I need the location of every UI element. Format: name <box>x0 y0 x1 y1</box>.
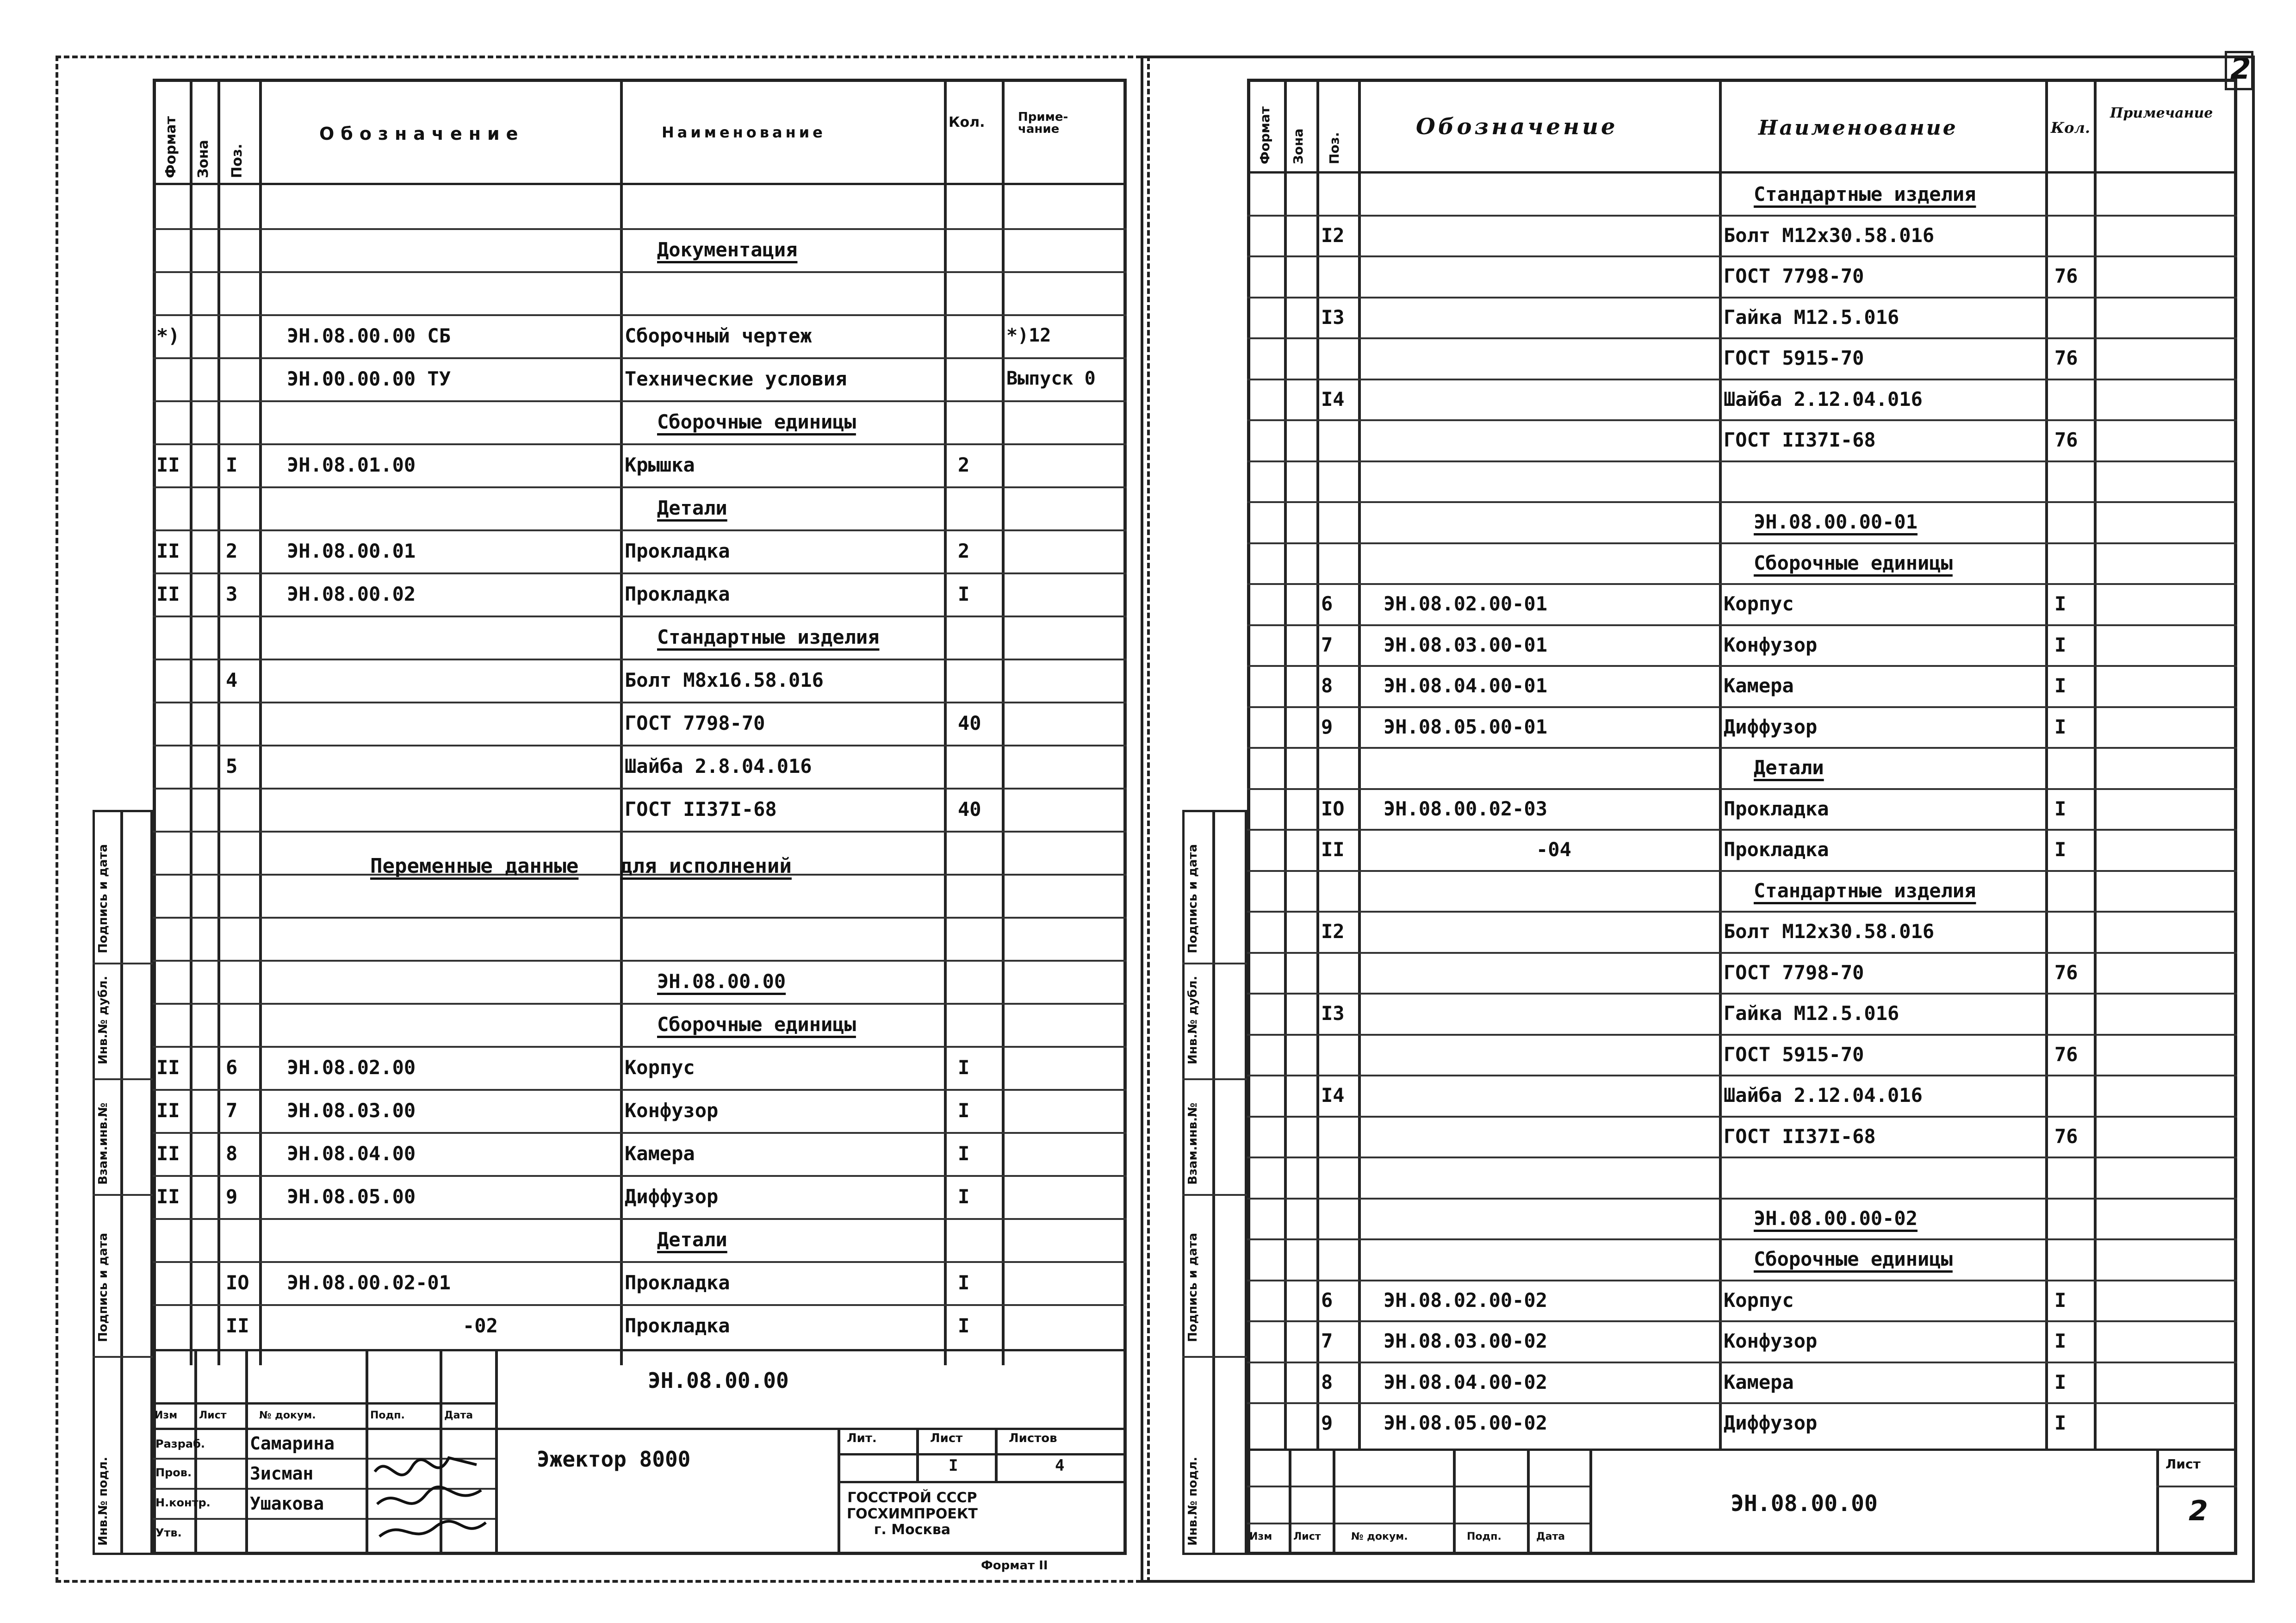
left-cell-pos: 8 <box>226 1142 238 1165</box>
right-tb-sheet-sep <box>2156 1486 2237 1487</box>
left-section-heading: Сборочные единицы <box>657 1013 856 1036</box>
left-margin-sep4 <box>93 1356 153 1358</box>
left-cell-pos: I <box>226 454 238 476</box>
right-cell-name: ГОСТ 7798-70 <box>1724 265 1864 287</box>
left-col-sign: Подп. <box>370 1410 405 1421</box>
right-tb-col6 <box>2156 1449 2159 1555</box>
left-row-separator <box>153 443 1127 445</box>
left-cell-name: Камера <box>625 1142 695 1165</box>
right-cell-qty: I <box>2054 797 2066 820</box>
left-row-separator <box>153 1003 1127 1005</box>
left-cell-qty: 40 <box>958 712 981 734</box>
right-col-line-pos <box>1358 79 1361 1449</box>
right-cell-designation: ЭН.08.02.00-01 <box>1384 592 1548 615</box>
left-role-dev: Разраб. <box>155 1437 205 1450</box>
right-col-sheet: Лист <box>1293 1531 1321 1542</box>
right-cell-qty: I <box>2054 1289 2066 1312</box>
left-sheets-value: 4 <box>1055 1456 1065 1475</box>
right-cell-name: Корпус <box>1724 592 1794 615</box>
left-lit-col1 <box>916 1428 919 1481</box>
left-cell-qty: 2 <box>958 454 970 476</box>
left-titleblock-mid <box>495 1428 1127 1430</box>
right-cell-name: Корпус <box>1724 1289 1794 1312</box>
right-cell-pos: I3 <box>1321 1002 1345 1025</box>
left-cell-designation: ЭН.08.00.00 СБ <box>287 324 451 347</box>
left-sig-col2 <box>245 1349 248 1555</box>
right-row-separator <box>1247 542 2237 544</box>
left-cell-pos: 2 <box>226 540 238 562</box>
right-row-separator <box>1247 624 2237 626</box>
right-header-zone: Зона <box>1291 128 1306 164</box>
left-cell-qty: I <box>958 1099 970 1122</box>
left-row-separator <box>153 917 1127 919</box>
left-cell-qty: I <box>958 1056 970 1079</box>
left-margin-sep2 <box>93 1078 153 1080</box>
right-tb-col3 <box>1453 1449 1456 1555</box>
left-lit-row <box>838 1453 1127 1455</box>
left-header-format: Формат <box>163 116 179 178</box>
left-margin-sep1 <box>93 963 153 964</box>
right-cell-pos: I4 <box>1321 1084 1345 1107</box>
left-doc-code: ЭН.08.00.00 <box>648 1368 789 1393</box>
left-row-separator <box>153 616 1127 617</box>
left-organization: ГОССТРОЙ СССР ГОСХИМПРОЕКТ г. Москва <box>847 1490 978 1538</box>
right-margin-sep4 <box>1182 1356 1247 1358</box>
right-cell-designation: ЭН.08.03.00-01 <box>1384 634 1548 656</box>
left-cell-format: II <box>156 1185 180 1208</box>
right-row-separator <box>1247 583 2237 585</box>
left-lit-row2 <box>838 1481 1127 1483</box>
left-cell-name: ГОСТ II37I-68 <box>625 798 777 821</box>
left-cell-qty: 40 <box>958 798 981 821</box>
left-section-heading: ЭН.08.00.00 <box>657 970 786 993</box>
right-col-line-format <box>1284 79 1287 1449</box>
right-tb-col2 <box>1333 1449 1335 1555</box>
left-margin-sep3 <box>93 1194 153 1196</box>
left-row-separator <box>153 228 1127 230</box>
left-sig-col3 <box>366 1349 368 1555</box>
right-cell-pos: 6 <box>1321 592 1333 615</box>
left-row-separator <box>153 486 1127 488</box>
right-row-separator <box>1247 1198 2237 1200</box>
left-row-separator <box>153 271 1127 273</box>
right-cell-pos: IO <box>1321 797 1345 820</box>
left-row-separator <box>153 1132 1127 1134</box>
left-sig-col1 <box>194 1349 197 1555</box>
left-role-appr: Утв. <box>155 1526 182 1539</box>
left-row-separator <box>153 745 1127 746</box>
left-cell-name: Прокладка <box>625 1271 730 1294</box>
right-section-heading: Сборочные единицы <box>1754 552 1953 574</box>
right-row-separator <box>1247 297 2237 298</box>
right-section-heading: ЭН.08.00.00-01 <box>1754 510 1918 533</box>
left-cell-designation: ЭН.00.00.00 ТУ <box>287 367 451 390</box>
right-cell-qty: I <box>2054 1371 2066 1393</box>
right-cell-pos: I2 <box>1321 920 1345 943</box>
right-header-designation: Обозначение <box>1416 114 1618 140</box>
right-cell-name: Диффузор <box>1724 715 1818 738</box>
right-row-separator <box>1247 1402 2237 1404</box>
left-section-heading: Стандартные изделия <box>657 626 880 648</box>
right-margin-label-4: Подпись и дата <box>1186 1232 1200 1342</box>
left-name-dev: Самарина <box>250 1433 335 1454</box>
right-cell-qty: I <box>2054 715 2066 738</box>
left-cell-name: Прокладка <box>625 583 730 605</box>
right-cell-name: Прокладка <box>1724 797 1829 820</box>
right-row-separator <box>1247 870 2237 872</box>
right-margin-label-5: Инв.№ подл. <box>1186 1456 1200 1546</box>
left-cell-designation: ЭН.08.00.02 <box>287 583 416 605</box>
left-margin-divider <box>120 810 123 1555</box>
left-cell-designation: ЭН.08.04.00 <box>287 1142 416 1165</box>
right-doc-code: ЭН.08.00.00 <box>1731 1491 1878 1517</box>
left-row-separator <box>153 529 1127 531</box>
left-header-pos: Поз. <box>229 143 245 178</box>
right-cell-qty: 76 <box>2054 429 2078 451</box>
left-cell-format: II <box>156 1099 180 1122</box>
right-cell-qty: I <box>2054 674 2066 697</box>
left-cell-designation: ЭН.08.03.00 <box>287 1099 416 1122</box>
right-cell-qty: 76 <box>2054 347 2078 369</box>
right-cell-qty: 76 <box>2054 961 2078 984</box>
left-row-separator <box>153 1304 1127 1306</box>
right-section-heading: Сборочные единицы <box>1754 1248 1953 1270</box>
left-header-divider <box>153 183 1127 185</box>
left-row-separator <box>153 1175 1127 1177</box>
left-row-separator <box>153 702 1127 703</box>
right-section-heading: Детали <box>1754 756 1824 779</box>
right-cell-name: Прокладка <box>1724 838 1829 861</box>
right-cell-name: Камера <box>1724 1371 1794 1393</box>
right-row-separator <box>1247 747 2237 749</box>
right-section-heading: Стандартные изделия <box>1754 183 1976 205</box>
right-cell-pos: 9 <box>1321 715 1333 738</box>
right-cell-name: Конфузор <box>1724 1330 1818 1352</box>
left-header-designation: Обозначение <box>319 124 525 144</box>
right-cell-name: ГОСТ 5915-70 <box>1724 1043 1864 1066</box>
left-role-check: Пров. <box>155 1466 192 1479</box>
left-titleblock-divider <box>495 1349 498 1555</box>
right-cell-designation: ЭН.08.05.00-01 <box>1384 715 1548 738</box>
right-cell-name: Шайба 2.12.04.016 <box>1724 1084 1923 1107</box>
right-header-pos: Поз. <box>1327 132 1342 164</box>
left-cell-note: *)12 <box>1006 325 1051 346</box>
right-header-qty: Кол. <box>2051 119 2091 137</box>
left-cell-note: Выпуск 0 <box>1006 368 1096 389</box>
right-row-separator <box>1247 501 2237 503</box>
right-cell-designation: -04 <box>1536 838 1571 861</box>
left-cell-name: Болт М8х16.58.016 <box>625 669 824 691</box>
right-cell-name: Камера <box>1724 674 1794 697</box>
left-cell-format: II <box>156 1056 180 1079</box>
right-row-separator <box>1247 829 2237 831</box>
left-margin-label-3: Взам.инв.№ <box>96 1102 110 1185</box>
left-cell-qty: I <box>958 1185 970 1208</box>
left-col-date: Дата <box>444 1410 473 1421</box>
left-cell-qty: I <box>958 1271 970 1294</box>
right-row-separator <box>1247 419 2237 421</box>
left-cell-designation: ЭН.08.00.01 <box>287 540 416 562</box>
left-row-separator <box>153 1261 1127 1263</box>
left-cell-name: Диффузор <box>625 1185 719 1208</box>
right-cell-qty: I <box>2054 1412 2066 1434</box>
right-row-separator <box>1247 952 2237 954</box>
right-section-heading: Стандартные изделия <box>1754 879 1976 902</box>
right-cell-name: Гайка М12.5.016 <box>1724 1002 1899 1025</box>
left-cell-pos: IO <box>226 1271 249 1294</box>
left-variable-heading-a: Переменные данные <box>370 854 579 878</box>
right-row-separator <box>1247 460 2237 462</box>
right-row-separator <box>1247 1238 2237 1240</box>
left-cell-name: Конфузор <box>625 1099 719 1122</box>
left-row-separator <box>153 314 1127 316</box>
page-number: 2 <box>2230 52 2251 86</box>
left-titleblock-divider2 <box>838 1428 840 1555</box>
left-cell-name: Корпус <box>625 1056 695 1079</box>
left-titleblock-top <box>153 1349 1127 1351</box>
left-cell-name: Крышка <box>625 454 695 476</box>
right-col-line-note <box>2094 79 2097 1449</box>
right-tb-col1 <box>1289 1449 1291 1555</box>
left-variable-heading-b: для исполнений <box>620 854 792 878</box>
right-cell-pos: 6 <box>1321 1289 1333 1312</box>
left-sheet-label: Лист <box>930 1431 963 1445</box>
right-margin-label-1: Подпись и дата <box>1186 844 1200 953</box>
left-cell-qty: 2 <box>958 540 970 562</box>
right-row-separator <box>1247 911 2237 913</box>
left-lit-label: Лит. <box>847 1431 877 1445</box>
left-cell-designation: ЭН.08.02.00 <box>287 1056 416 1079</box>
right-sheet-label: Лист <box>2166 1456 2201 1472</box>
left-sig-row2 <box>153 1428 495 1430</box>
left-format-note: Формат II <box>981 1559 1048 1573</box>
right-cell-qty: I <box>2054 1330 2066 1352</box>
left-product-name: Эжектор 8000 <box>537 1447 691 1472</box>
right-row-separator <box>1247 337 2237 339</box>
right-header-name: Наименование <box>1758 116 1958 140</box>
right-row-separator <box>1247 1157 2237 1158</box>
right-col-docnum: № докум. <box>1351 1531 1408 1542</box>
right-cell-pos: 8 <box>1321 1371 1333 1393</box>
left-margin-label-1: Подпись и дата <box>96 844 110 953</box>
left-section-heading: Детали <box>657 1228 727 1251</box>
right-cell-qty: 76 <box>2054 1125 2078 1148</box>
right-cell-pos: II <box>1321 838 1345 861</box>
right-cell-pos: I3 <box>1321 306 1345 329</box>
right-cell-pos: 7 <box>1321 1330 1333 1352</box>
right-cell-name: ГОСТ II37I-68 <box>1724 429 1876 451</box>
left-cell-name: Шайба 2.8.04.016 <box>625 755 812 777</box>
left-col-change: Изм <box>155 1410 178 1421</box>
left-row-separator <box>153 831 1127 833</box>
left-cell-qty: I <box>958 1142 970 1165</box>
right-cell-name: Болт М12х30.58.016 <box>1724 920 1935 943</box>
left-cell-format: II <box>156 540 180 562</box>
right-row-separator <box>1247 993 2237 995</box>
left-row-separator <box>153 1046 1127 1048</box>
right-margin-sep1 <box>1182 963 1247 964</box>
right-cell-pos: 9 <box>1321 1412 1333 1434</box>
left-row-separator <box>153 572 1127 574</box>
left-cell-format: II <box>156 1142 180 1165</box>
left-handwritten-signatures <box>370 1453 490 1550</box>
right-cell-qty: 76 <box>2054 265 2078 287</box>
right-cell-designation: ЭН.08.00.02-03 <box>1384 797 1548 820</box>
right-header-format: Формат <box>1257 106 1272 164</box>
left-row-separator <box>153 1089 1127 1091</box>
right-header-note: Примечание <box>2110 105 2213 121</box>
right-section-heading: ЭН.08.00.00-02 <box>1754 1207 1918 1230</box>
left-section-heading: Детали <box>657 497 727 519</box>
right-margin-sep2 <box>1182 1078 1247 1080</box>
left-section-heading: Сборочные единицы <box>657 410 856 433</box>
right-titleblock-row <box>1247 1486 1589 1487</box>
right-cell-name: Диффузор <box>1724 1412 1818 1434</box>
left-row-separator <box>153 357 1127 359</box>
right-sheet-value: 2 <box>2189 1495 2208 1527</box>
left-row-separator <box>153 659 1127 660</box>
right-cell-qty: 76 <box>2054 1043 2078 1066</box>
left-cell-qty: I <box>958 1314 970 1337</box>
right-margin-label-3: Взам.инв.№ <box>1186 1102 1200 1185</box>
left-row-separator <box>153 788 1127 790</box>
right-titleblock-top <box>1247 1449 2237 1451</box>
left-cell-pos: 6 <box>226 1056 238 1079</box>
left-header-note: Приме-чание <box>1018 110 1068 136</box>
right-col-line-qty <box>2045 79 2048 1449</box>
right-cell-designation: ЭН.08.03.00-02 <box>1384 1330 1548 1352</box>
left-cell-pos: 4 <box>226 669 238 691</box>
left-col-sheet: Лист <box>199 1410 227 1421</box>
right-row-separator <box>1247 215 2237 217</box>
right-cell-name: ГОСТ 7798-70 <box>1724 961 1864 984</box>
right-margin-label-2: Инв.№ дубл. <box>1186 976 1200 1064</box>
left-cell-qty: I <box>958 583 970 605</box>
left-cell-pos: 5 <box>226 755 238 777</box>
left-cell-pos: 9 <box>226 1185 238 1208</box>
left-name-check: Зисман <box>250 1463 314 1484</box>
left-row-separator <box>153 960 1127 962</box>
right-cell-pos: 7 <box>1321 634 1333 656</box>
left-section-heading: Документация <box>657 238 798 261</box>
right-cell-name: ГОСТ II37I-68 <box>1724 1125 1876 1148</box>
left-cell-designation: -02 <box>463 1314 498 1337</box>
left-margin-label-5: Инв.№ подл. <box>96 1456 110 1546</box>
left-cell-designation: ЭН.08.00.02-01 <box>287 1271 451 1294</box>
right-row-separator <box>1247 665 2237 667</box>
right-col-sign: Подп. <box>1467 1531 1502 1542</box>
right-cell-pos: I2 <box>1321 224 1345 247</box>
right-tb-col4 <box>1527 1449 1530 1555</box>
left-cell-name: Прокладка <box>625 1314 730 1337</box>
right-row-separator <box>1247 1034 2237 1036</box>
right-margin-divider <box>1212 810 1215 1555</box>
right-cell-designation: ЭН.08.04.00-02 <box>1384 1371 1548 1393</box>
left-cell-designation: ЭН.08.05.00 <box>287 1185 416 1208</box>
left-header-qty: Кол. <box>949 114 985 131</box>
right-titleblock-row2 <box>1247 1523 1589 1524</box>
left-col-docnum: № докум. <box>259 1410 316 1421</box>
left-header-name: Наименование <box>662 124 826 141</box>
right-cell-qty: I <box>2054 592 2066 615</box>
right-header-divider <box>1247 171 2237 174</box>
left-row-separator <box>153 1218 1127 1220</box>
left-name-norm: Ушакова <box>250 1493 324 1514</box>
left-cell-name: Технические условия <box>625 367 847 390</box>
left-sig-row1 <box>153 1402 495 1405</box>
left-cell-name: ГОСТ 7798-70 <box>625 712 765 734</box>
left-cell-pos: 7 <box>226 1099 238 1122</box>
left-margin-label-4: Подпись и дата <box>96 1232 110 1342</box>
right-row-separator <box>1247 1280 2237 1281</box>
right-col-change: Изм <box>1249 1531 1272 1542</box>
right-row-separator <box>1247 379 2237 380</box>
right-cell-pos: I4 <box>1321 388 1345 410</box>
left-cell-format: II <box>156 454 180 476</box>
left-cell-pos: 3 <box>226 583 238 605</box>
right-cell-designation: ЭН.08.04.00-01 <box>1384 674 1548 697</box>
left-sheet-value: I <box>949 1456 958 1475</box>
left-sheets-label: Листов <box>1009 1431 1057 1445</box>
right-row-separator <box>1247 788 2237 790</box>
left-margin-label-2: Инв.№ дубл. <box>96 976 110 1064</box>
right-col-date: Дата <box>1536 1531 1565 1542</box>
right-cell-designation: ЭН.08.05.00-02 <box>1384 1412 1548 1434</box>
right-row-separator <box>1247 1116 2237 1118</box>
right-cell-qty: I <box>2054 838 2066 861</box>
right-col-line-zone <box>1316 79 1319 1449</box>
right-row-separator <box>1247 255 2237 257</box>
right-cell-name: Конфузор <box>1724 634 1818 656</box>
right-cell-pos: 8 <box>1321 674 1333 697</box>
right-margin-sep3 <box>1182 1194 1247 1196</box>
right-row-separator <box>1247 1362 2237 1363</box>
left-cell-name: Сборочный чертеж <box>625 324 812 347</box>
right-cell-qty: I <box>2054 634 2066 656</box>
right-cell-name: ГОСТ 5915-70 <box>1724 347 1864 369</box>
left-cell-designation: ЭН.08.01.00 <box>287 454 416 476</box>
right-row-separator <box>1247 1320 2237 1322</box>
left-role-norm: Н.контр. <box>155 1496 211 1509</box>
right-row-separator <box>1247 1075 2237 1076</box>
left-cell-format: II <box>156 583 180 605</box>
right-cell-name: Болт М12х30.58.016 <box>1724 224 1935 247</box>
left-lit-col2 <box>995 1428 998 1481</box>
left-cell-pos: II <box>226 1314 249 1337</box>
left-header-zone: Зона <box>195 140 211 178</box>
right-cell-name: Гайка М12.5.016 <box>1724 306 1899 329</box>
right-tb-col5 <box>1589 1449 1592 1555</box>
left-cell-name: Прокладка <box>625 540 730 562</box>
right-row-separator <box>1247 706 2237 708</box>
right-cell-name: Шайба 2.12.04.016 <box>1724 388 1923 410</box>
left-row-separator <box>153 400 1127 402</box>
right-col-line-name <box>1719 79 1722 1449</box>
right-cell-designation: ЭН.08.02.00-02 <box>1384 1289 1548 1312</box>
left-cell-format: *) <box>156 324 180 347</box>
